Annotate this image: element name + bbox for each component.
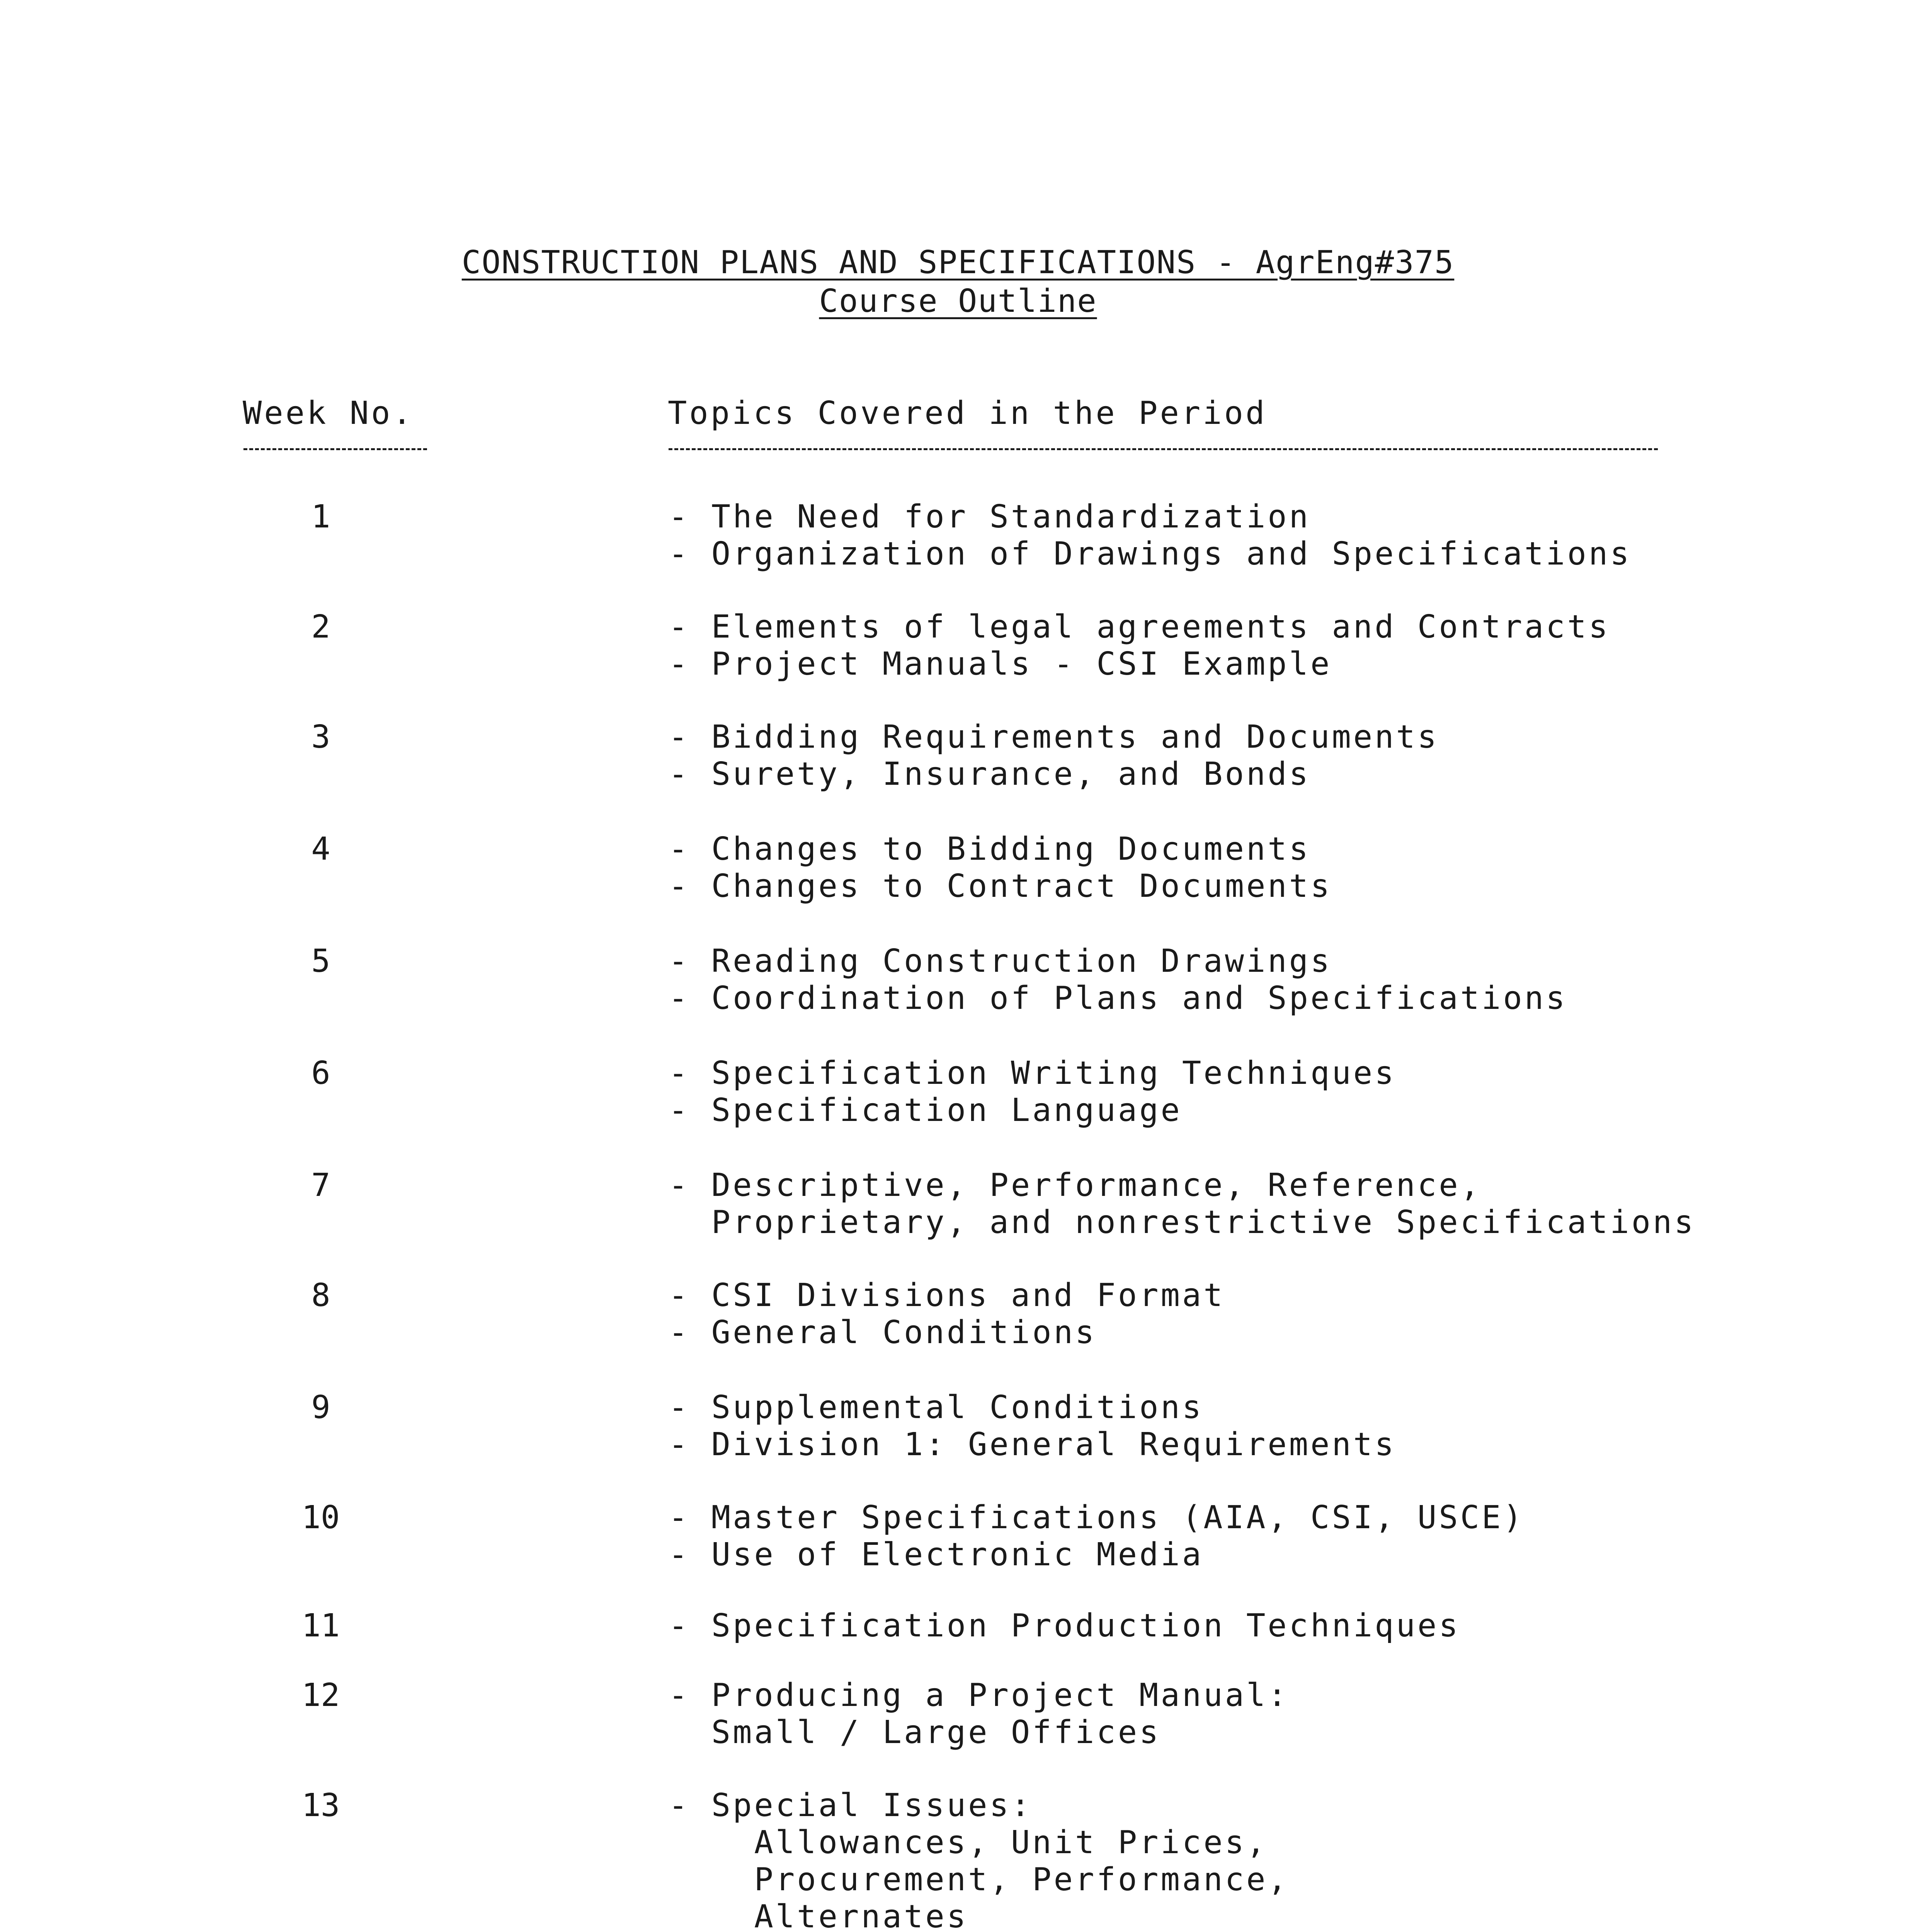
topic-line: - Descriptive, Performance, Reference, xyxy=(669,1167,1482,1204)
course-title: CONSTRUCTION PLANS AND SPECIFICATIONS - AgrEng#375 xyxy=(461,244,1455,281)
topic-line: - Master Specifications (AIA, CSI, USCE) xyxy=(669,1499,1525,1536)
topic-list xyxy=(669,1055,1396,1129)
topic-line: - Supplemental Conditions xyxy=(669,1389,1204,1426)
topic-line: - Specification Language xyxy=(669,1092,1182,1129)
topic-list xyxy=(669,1677,1289,1751)
topic-line: - The Need for Standardization xyxy=(669,498,1311,535)
topic-line: - CSI Divisions and Format xyxy=(669,1277,1225,1314)
week-number: 8 xyxy=(311,1277,330,1314)
topic-line: - Surety, Insurance, and Bonds xyxy=(669,756,1311,793)
topic-line: - Bidding Requirements and Documents xyxy=(669,719,1439,755)
topic-line: - Division 1: General Requirements xyxy=(669,1426,1396,1463)
topic-line: - Project Manuals - CSI Example xyxy=(669,646,1332,682)
topic-list xyxy=(669,1389,1396,1463)
topic-line: - Changes to Bidding Documents xyxy=(669,831,1311,867)
topic-list xyxy=(669,1499,1525,1573)
topic-list xyxy=(669,943,1567,1017)
topic-line: - Specification Production Techniques xyxy=(669,1607,1460,1644)
topic-list xyxy=(669,1607,1460,1645)
topic-line: - Specification Writing Techniques xyxy=(669,1055,1396,1092)
topic-list xyxy=(669,831,1332,905)
topic-line: - Coordination of Plans and Specifications xyxy=(669,980,1567,1017)
topic-line: - General Conditions xyxy=(669,1314,1097,1351)
topic-line: Allowances, Unit Prices, xyxy=(669,1824,1268,1861)
topic-line: Alternates xyxy=(669,1898,968,1932)
week-number: 11 xyxy=(301,1607,340,1644)
week-number: 1 xyxy=(311,498,330,535)
week-number: 12 xyxy=(301,1677,340,1714)
course-subtitle: Course Outline xyxy=(819,283,1097,320)
topic-list xyxy=(669,609,1610,683)
topic-list xyxy=(669,498,1632,573)
topic-list xyxy=(669,1277,1225,1351)
topic-list xyxy=(669,719,1439,793)
topic-line: - Changes to Contract Documents xyxy=(669,868,1332,905)
week-number: 9 xyxy=(311,1389,330,1426)
topic-line: - Special Issues: xyxy=(669,1787,1033,1824)
topic-list xyxy=(669,1787,1289,1932)
topic-line: - Reading Construction Drawings xyxy=(669,943,1332,980)
week-number: 4 xyxy=(311,831,330,867)
topic-line: - Use of Electronic Media xyxy=(669,1536,1204,1573)
topic-line: - Producing a Project Manual: xyxy=(669,1677,1289,1714)
topic-line: - Organization of Drawings and Specifications xyxy=(669,536,1632,572)
week-column-header: Week No. xyxy=(243,395,414,432)
topic-line: - Elements of legal agreements and Contracts xyxy=(669,609,1610,645)
topic-line: Procurement, Performance, xyxy=(669,1861,1289,1898)
week-number: 6 xyxy=(311,1055,330,1092)
topics-header-divider xyxy=(669,448,1658,450)
week-number: 2 xyxy=(311,609,330,645)
week-number: 10 xyxy=(301,1499,340,1536)
topic-list xyxy=(669,1167,1696,1241)
topic-line: Small / Large Offices xyxy=(669,1714,1161,1751)
title-block xyxy=(0,243,1916,321)
week-number: 3 xyxy=(311,719,330,755)
week-number: 7 xyxy=(311,1167,330,1204)
topic-line: Proprietary, and nonrestrictive Specifications xyxy=(669,1204,1696,1241)
topics-column-header: Topics Covered in the Period xyxy=(668,395,1267,432)
week-header-divider xyxy=(243,448,427,450)
week-number: 5 xyxy=(311,943,330,980)
week-number: 13 xyxy=(301,1787,340,1824)
